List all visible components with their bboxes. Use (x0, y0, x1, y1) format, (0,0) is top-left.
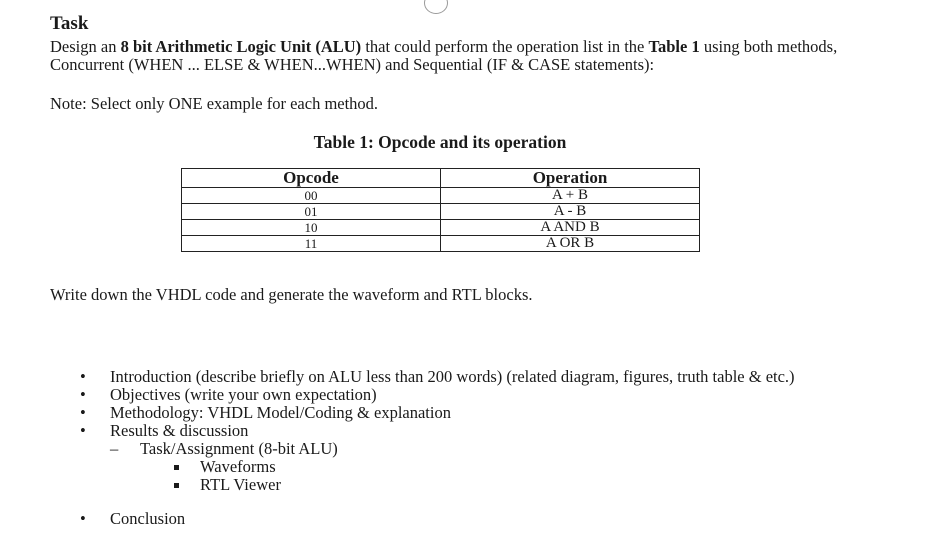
header-opcode: Opcode (182, 169, 441, 188)
subsub-list-item-text: RTL Viewer (200, 475, 281, 494)
opcode-cell: 11 (182, 236, 441, 252)
desc-text-3: using both methods, Concurrent (WHEN ... ELSE & WHEN...WHEN) and Sequential (IF & CASE statements): (50, 37, 838, 74)
table-row (182, 236, 700, 252)
vhdl-instruction: Write down the VHDL code and generate the waveform and RTL blocks. (50, 285, 533, 304)
square-bullet-icon (174, 483, 179, 488)
operation-cell: A - B (441, 204, 700, 220)
list-item-text: Methodology: VHDL Model/Coding & explanation (110, 403, 451, 422)
opcode-cell: 00 (182, 188, 441, 204)
bullet-icon: • (80, 385, 86, 404)
bullet-icon: • (80, 367, 86, 386)
list-item (80, 386, 840, 404)
list-item (80, 510, 840, 528)
sub-list-item (80, 440, 840, 494)
opcode-table (181, 168, 700, 252)
list-item (80, 404, 840, 422)
table-header-row (182, 169, 700, 188)
scroll-indicator-circle[interactable] (424, 0, 448, 14)
table-row (182, 188, 700, 204)
report-outline-list (80, 368, 840, 528)
table-row (182, 204, 700, 220)
opcode-cell: 01 (182, 204, 441, 220)
list-item (80, 368, 840, 386)
subsub-list-item (140, 458, 840, 476)
operation-cell: A + B (441, 188, 700, 204)
desc-bold-table: Table 1 (648, 37, 700, 56)
list-item-text: Objectives (write your own expectation) (110, 385, 377, 404)
list-item-text: Conclusion (110, 509, 186, 528)
sub-list-item-text: Task/Assignment (8-bit ALU) (140, 439, 338, 458)
desc-text-2: that could perform the operation list in the (361, 37, 649, 56)
subsub-list (140, 458, 840, 494)
task-description (50, 38, 840, 74)
table-caption: Table 1: Opcode and its operation (313, 132, 567, 152)
list-item-text: Results & discussion (110, 421, 249, 440)
subsub-list-item-text: Waveforms (200, 457, 276, 476)
bullet-icon: • (80, 421, 86, 440)
bullet-icon: • (80, 509, 86, 528)
task-heading: Task (50, 13, 89, 34)
opcode-cell: 10 (182, 220, 441, 236)
dash-icon: – (110, 439, 119, 458)
list-item-text: Introduction (describe briefly on ALU less than 200 words) (related diagram, figures, truth table & etc.) (110, 367, 795, 386)
task-note: Note: Select only ONE example for each method. (50, 94, 379, 113)
list-item (80, 422, 840, 440)
operation-cell: A AND B (441, 220, 700, 236)
subsub-list-item (140, 476, 840, 494)
header-operation: Operation (441, 169, 700, 188)
desc-text-1: Design an (50, 37, 121, 56)
sub-list-container (80, 440, 840, 494)
bullet-icon: • (80, 403, 86, 422)
table-row (182, 220, 700, 236)
square-bullet-icon (174, 465, 179, 470)
operation-cell: A OR B (441, 236, 700, 252)
sub-list (80, 440, 840, 494)
desc-bold-alu: 8 bit Arithmetic Logic Unit (ALU) (120, 37, 362, 56)
